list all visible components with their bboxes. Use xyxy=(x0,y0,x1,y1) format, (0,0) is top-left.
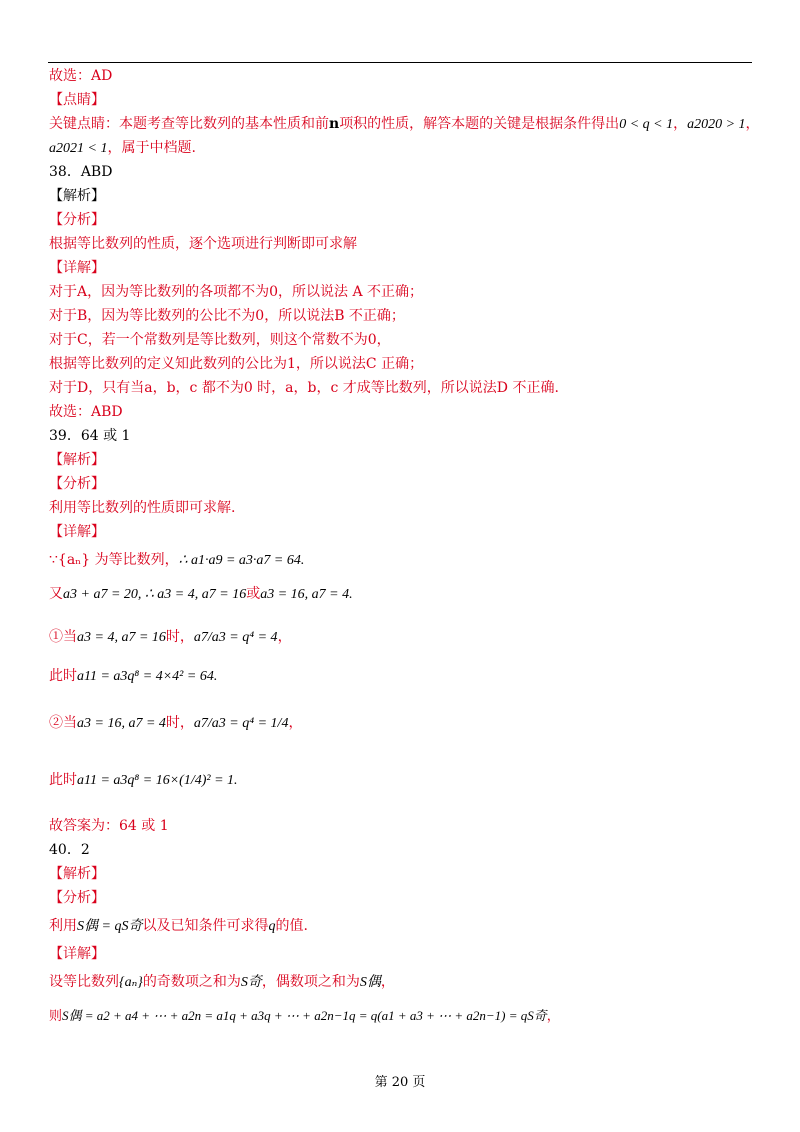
detail-40-line-1: 设等比数列{aₙ}的奇数项之和为S奇，偶数项之和为S偶， xyxy=(49,974,395,990)
case-2: ②当a3 = 16, a7 = 4时，a7/a3 = q⁴ = 1/4， xyxy=(49,715,303,731)
header-rule xyxy=(48,62,752,63)
case-1-result: 此时a11 = a3q⁸ = 4×4² = 64. xyxy=(49,668,218,684)
document-body xyxy=(49,64,760,1028)
detail-40-line-2: 则S偶 = a2 + a4 + ⋯ + a2n = a1q + a3q + ⋯ + a2n−1q = q(a1 + a3 + ⋯ + a2n−1) = qS奇， xyxy=(49,1008,560,1024)
section-heading-xiangjie-40: 【详解】 xyxy=(49,946,105,962)
question-40-answer: 40．2 xyxy=(49,842,90,858)
page-number: 第 20 页 xyxy=(374,1075,426,1090)
section-heading-xiangjie-39: 【详解】 xyxy=(49,524,105,540)
answer-line-39: 故答案为：64 或 1 xyxy=(49,818,169,834)
math-product: ∴ a1·a9 = a3·a7 = 64. xyxy=(178,553,305,568)
section-heading-jiexi: 【解析】 xyxy=(49,188,105,204)
analysis-text-40: 利用S偶 = qS奇以及已知条件可求得q的值. xyxy=(49,918,308,934)
section-heading-fenxi-39: 【分析】 xyxy=(49,476,105,492)
key-point-line: 关键点睛：本题考查等比数列的基本性质和前n项积的性质，解答本题的关键是根据条件得出0 < q < 1，a2020 > 1， xyxy=(49,116,760,132)
section-heading-fenxi: 【分析】 xyxy=(49,212,105,228)
var-n: n xyxy=(329,116,340,132)
answer-line: 故选：AD xyxy=(49,68,113,84)
fraction-case-2: a7/a3 = q⁴ = 1/4 xyxy=(193,716,289,731)
section-heading-dianjing: 【点睛】 xyxy=(49,92,105,108)
question-38-answer: 38．ABD xyxy=(49,164,113,180)
analysis-text-39: 利用等比数列的性质即可求解. xyxy=(49,500,236,516)
math-q-range: 0 < q < 1 xyxy=(619,117,674,132)
section-heading-jiexi-40: 【解析】 xyxy=(49,866,105,882)
math-a2021: a2021 < 1 xyxy=(49,141,108,156)
step-1: ∵{aₙ} 为等比数列，∴ a1·a9 = a3·a7 = 64. xyxy=(49,552,305,568)
option-d: 对于D，只有当a，b，c 都不为0 时，a，b，c 才成等比数列，所以说法D 不正确. xyxy=(49,380,559,396)
case-1: ①当a3 = 4, a7 = 16时，a7/a3 = q⁴ = 4， xyxy=(49,629,292,645)
section-heading-xiangjie: 【详解】 xyxy=(49,260,105,276)
answer-line-38: 故选：ABD xyxy=(49,404,123,420)
option-b: 对于B，因为等比数列的公比不为0，所以说法B 不正确； xyxy=(49,308,405,324)
analysis-text: 根据等比数列的性质，逐个选项进行判断即可求解 xyxy=(49,236,357,252)
fraction-case-1: a7/a3 = q⁴ = 4 xyxy=(193,630,278,645)
key-point-line-2: a2021 < 1，属于中档题. xyxy=(49,140,196,156)
question-39-answer: 39．64 或 1 xyxy=(49,428,131,444)
section-heading-fenxi-40: 【分析】 xyxy=(49,890,105,906)
option-c-cont: 根据等比数列的定义知此数列的公比为1，所以说法C 正确； xyxy=(49,356,424,372)
case-2-result: 此时a11 = a3q⁸ = 16×(1/4)² = 1. xyxy=(49,772,238,788)
step-2: 又a3 + a7 = 20, ∴ a3 = 4, a7 = 16或a3 = 16, a7 = 4. xyxy=(49,586,353,602)
math-a2020: a2020 > 1 xyxy=(687,117,746,132)
section-heading-jiexi-39: 【解析】 xyxy=(49,452,105,468)
option-a: 对于A，因为等比数列的各项都不为0，所以说法 A 不正确； xyxy=(49,284,424,300)
option-c: 对于C，若一个常数列是等比数列，则这个常数不为0， xyxy=(49,332,391,348)
